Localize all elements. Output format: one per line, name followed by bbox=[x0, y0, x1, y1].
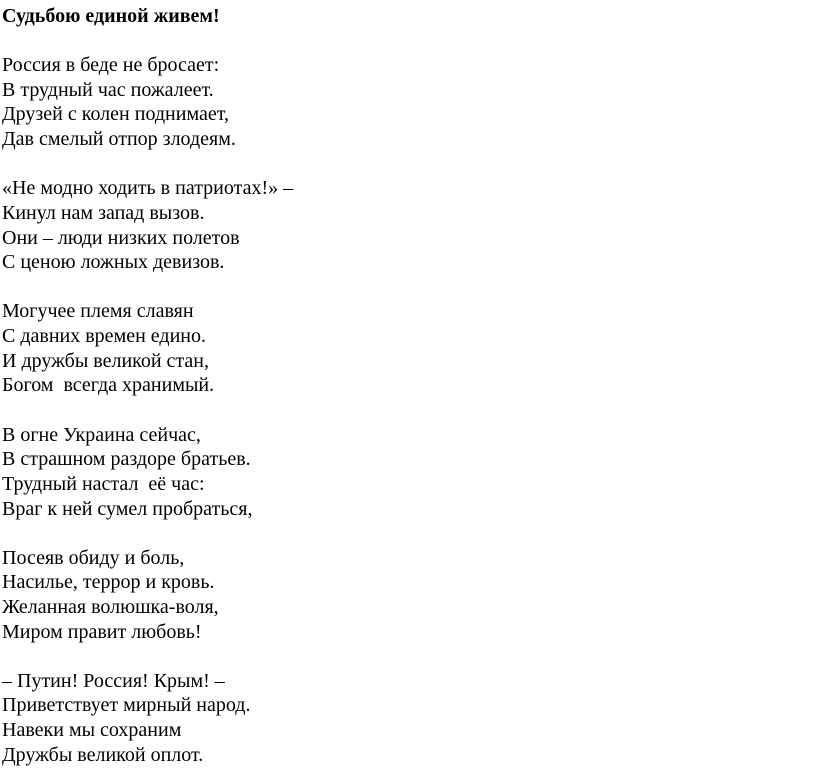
poem-line: Трудный настал её час: bbox=[2, 472, 205, 495]
poem-line: Дав смелый отпор злодеям. bbox=[2, 128, 236, 151]
poem-line: Насилье, террор и кровь. bbox=[2, 571, 215, 594]
poem-line: Кинул нам запад вызов. bbox=[2, 201, 205, 224]
poem-line: Приветствует мирный народ. bbox=[2, 694, 251, 717]
stanza-5 bbox=[0, 546, 816, 645]
poem-line: С давних времен едино. bbox=[2, 325, 206, 348]
poem-line: В трудный час пожалеет. bbox=[2, 78, 214, 101]
poem-line: С ценою ложных девизов. bbox=[2, 251, 225, 274]
poem-line: В огне Украина сейчас, bbox=[2, 423, 201, 446]
poem-line: Враг к ней сумел пробраться, bbox=[2, 497, 253, 520]
poem-line: Они – люди низких полетов bbox=[2, 226, 240, 249]
stanza-2 bbox=[0, 176, 816, 275]
stanza-1 bbox=[0, 53, 816, 152]
poem-line: И дружбы великой стан, bbox=[2, 349, 209, 372]
poem-line: Желанная волюшка-воля, bbox=[2, 596, 219, 619]
poem-line: Дружбы великой оплот. bbox=[2, 743, 204, 766]
stanza-3 bbox=[0, 299, 816, 398]
poem-line: Могучее племя славян bbox=[2, 300, 194, 323]
poem-line: Посеяв обиду и боль, bbox=[2, 546, 185, 569]
poem-line: В страшном раздоре братьев. bbox=[2, 448, 251, 471]
stanza-4 bbox=[0, 423, 816, 522]
poem-line: «Не модно ходить в патриотах!» – bbox=[2, 177, 294, 200]
stanza-6 bbox=[0, 669, 816, 768]
poem-line: Россия в беде не бросает: bbox=[2, 54, 220, 77]
poem-title: Судьбою единой живем! bbox=[2, 5, 220, 27]
poem-line: Богом всегда хранимый. bbox=[2, 374, 215, 397]
poem-line: Друзей с колен поднимает, bbox=[2, 103, 229, 126]
poem-line: Навеки мы сохраним bbox=[2, 719, 182, 742]
poem-line: Миром правит любовь! bbox=[2, 620, 202, 643]
poem-line: – Путин! Россия! Крым! – bbox=[2, 669, 225, 692]
